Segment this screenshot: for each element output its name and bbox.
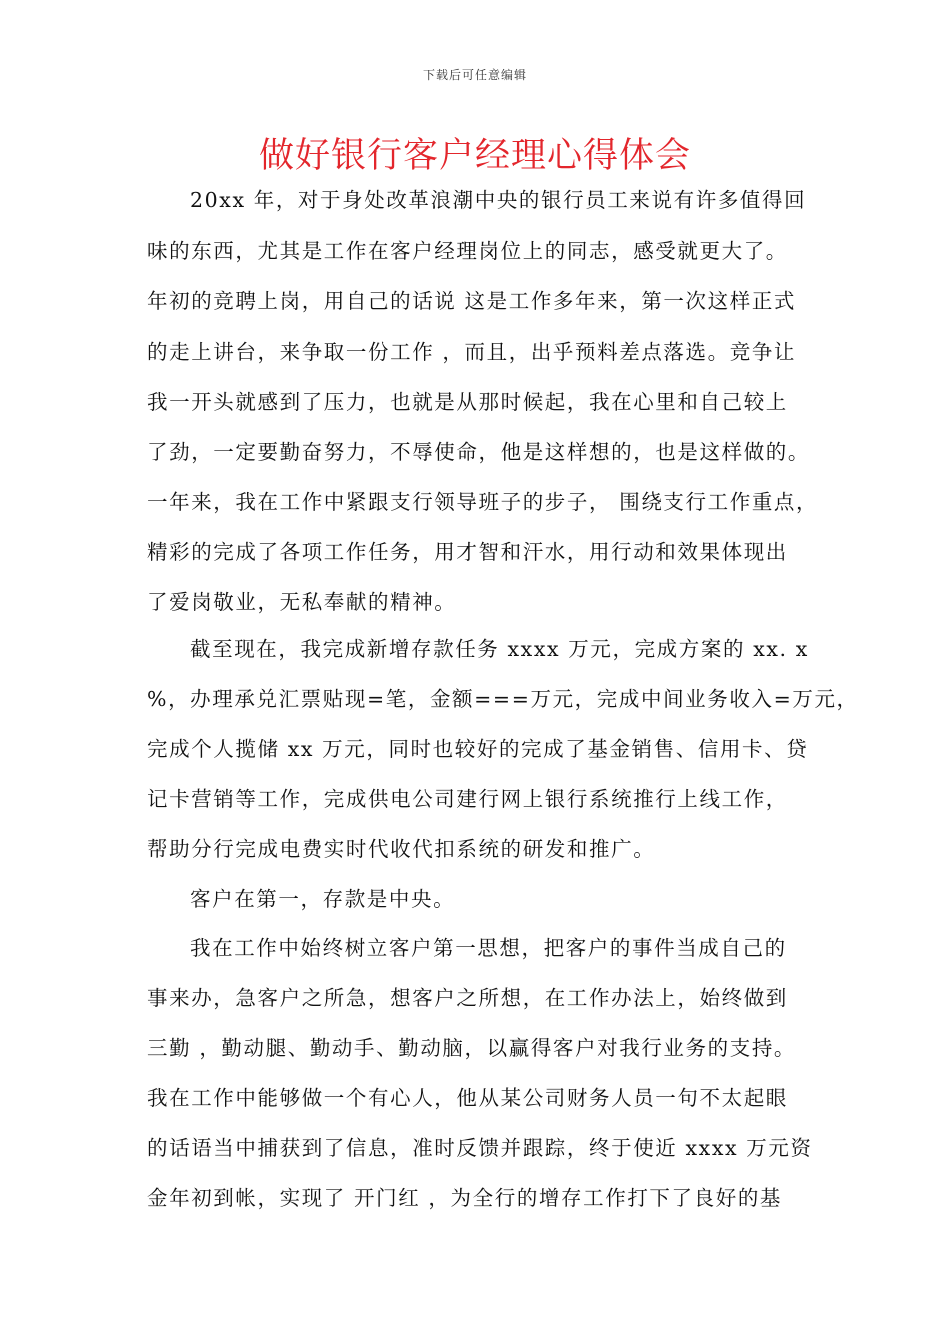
- body-line: 了劲，一定要勤奋努力，不辱使命，他是这样想的，也是这样做的。: [147, 440, 810, 464]
- body-line: 味的东西，尤其是工作在客户经理岗位上的同志，感受就更大了。: [147, 239, 788, 263]
- document-title: 做好银行客户经理心得体会: [258, 136, 691, 176]
- body-line: %，办理承兑汇票贴现=笔，金额===万元，完成中间业务收入=万元，: [147, 687, 859, 711]
- body-line: 的话语当中捕获到了信息，准时反馈并跟踪，终于使近 xxxx 万元资: [147, 1136, 813, 1160]
- body-line: 帮助分行完成电费实时代收代扣系统的研发和推广。: [147, 837, 656, 861]
- body-line: 事来办，急客户之所急，想客户之所想，在工作办法上，始终做到: [147, 986, 788, 1010]
- body-line: 截至现在，我完成新增存款任务 xxxx 万元，完成方案的 xx. x: [190, 637, 809, 661]
- body-line: 金年初到帐，实现了 开门红 ，为全行的增存工作打下了良好的基: [147, 1186, 783, 1210]
- body-line: 一年来，我在工作中紧跟支行领导班子的步子， 围绕支行工作重点，: [147, 490, 819, 514]
- header-note: 下载后可任意编辑: [422, 68, 527, 82]
- body-line: 我在工作中始终树立客户第一思想，把客户的事件当成自己的: [190, 936, 787, 960]
- body-line: 的走上讲台，来争取一份工作 ，而且，出乎预料差点落选。竞争让: [147, 340, 797, 364]
- body-line: 客户在第一，存款是中央。: [190, 887, 456, 911]
- body-line: 年初的竞聘上岗，用自己的话说 这是工作多年来，第一次这样正式: [147, 289, 797, 313]
- body-line: 精彩的完成了各项工作任务，用才智和汗水，用行动和效果体现出: [147, 540, 788, 564]
- body-line: 我在工作中能够做一个有心人，他从某公司财务人员一句不太起眼: [147, 1086, 788, 1110]
- body-line: 20xx 年，对于身处改革浪潮中央的银行员工来说有许多值得回: [190, 188, 807, 212]
- body-line: 了爱岗敬业，无私奉献的精神。: [147, 590, 457, 614]
- body-line: 记卡营销等工作，完成供电公司建行网上银行系统推行上线工作，: [147, 787, 788, 811]
- body-line: 三勤 ，勤动腿、勤动手、勤动脑，以赢得客户对我行业务的支持。: [147, 1036, 797, 1060]
- body-line: 完成个人揽储 xx 万元，同时也较好的完成了基金销售、信用卡、贷: [147, 737, 809, 761]
- body-line: 我一开头就感到了压力，也就是从那时候起，我在心里和自己较上: [147, 390, 788, 414]
